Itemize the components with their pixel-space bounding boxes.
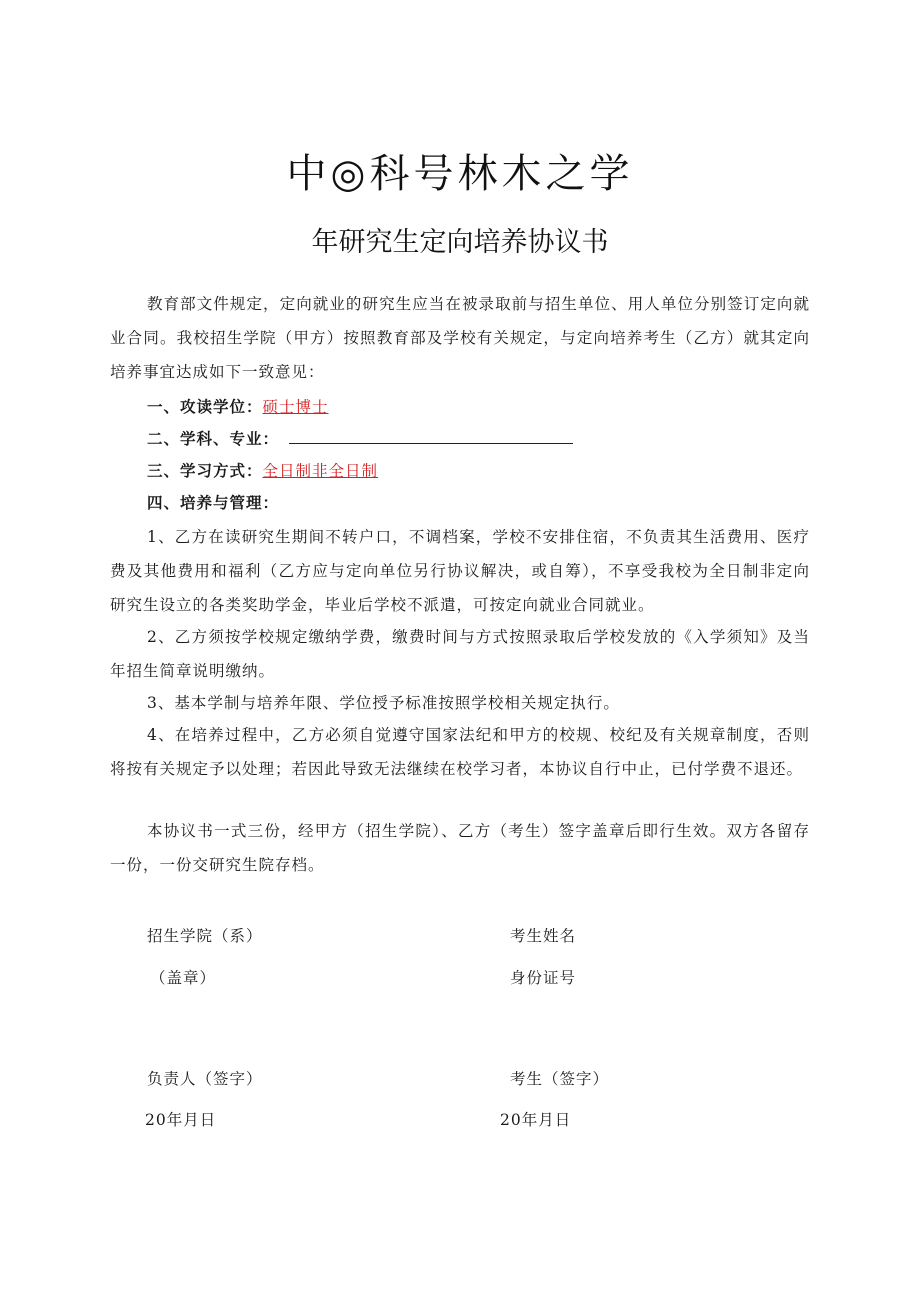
- left-date: 20年月日: [145, 1111, 217, 1129]
- student-signature-label: 考生（签字）: [510, 1070, 610, 1088]
- clause-3: 3、基本学制与培养年限、学位授予标准按照学校相关规定执行。: [147, 694, 620, 712]
- management-item: [147, 491, 279, 513]
- seal-label: （盖章）: [150, 969, 217, 987]
- closing-paragraph: 本协议书一式三份，经甲方（招生学院）、乙方（考生）签字盖章后即行生效。双方各留存一份，一份交研究生院存档。: [110, 822, 810, 874]
- clause-2: 2、乙方须按学校规定缴纳学费，缴费时间与方式按照录取后学校发放的《入学须知》及当年招生简章说明缴纳。: [110, 628, 810, 680]
- major-item: [147, 427, 573, 449]
- degree-label: 一、攻读学位：: [147, 398, 263, 416]
- management-label: 四、培养与管理：: [147, 494, 280, 512]
- id-number-label: 身份证号: [510, 969, 577, 987]
- intro-paragraph: 教育部文件规定，定向就业的研究生应当在被录取前与招生单位、用人单位分别签订定向就业合同。我校招生学院（甲方）按照教育部及学校有关规定，与定向培养考生（乙方）就其定向培养事宜达成如下一致意见：: [110, 295, 810, 381]
- degree-item: [147, 395, 329, 417]
- right-date: 20年月日: [500, 1111, 572, 1129]
- document-title: 年研究生定向培养协议书: [311, 227, 609, 258]
- clause-4: 4、在培养过程中，乙方必须自觉遵守国家法纪和甲方的校规、校纪及有关规章制度，否则将按有关规定予以处理；若因此导致无法继续在校学习者，本协议自行中止，已付学费不退还。: [110, 726, 810, 778]
- responsible-person-label: 负责人（签字）: [147, 1070, 263, 1088]
- mode-value: 全日制非全日制: [262, 462, 379, 480]
- student-name-label: 考生姓名: [510, 927, 577, 945]
- major-blank-line: [289, 429, 573, 444]
- degree-value: 硕士博士: [262, 398, 329, 416]
- university-title: 中◎科号林木之学: [286, 151, 634, 197]
- mode-label: 三、学习方式：: [147, 462, 263, 480]
- major-label: 二、学科、专业：: [147, 430, 280, 448]
- college-label: 招生学院（系）: [147, 927, 263, 945]
- clause-1: 1、乙方在读研究生期间不转户口，不调档案，学校不安排住宿，不负责其生活费用、医疗费及其他费用和福利（乙方应与定向单位另行协议解决，或自筹），不享受我校为全日制非定向研究生设立的各类奖助学金，毕业后学校不派遣，可按定向就业合同就业。: [110, 528, 810, 614]
- mode-item: [147, 459, 378, 481]
